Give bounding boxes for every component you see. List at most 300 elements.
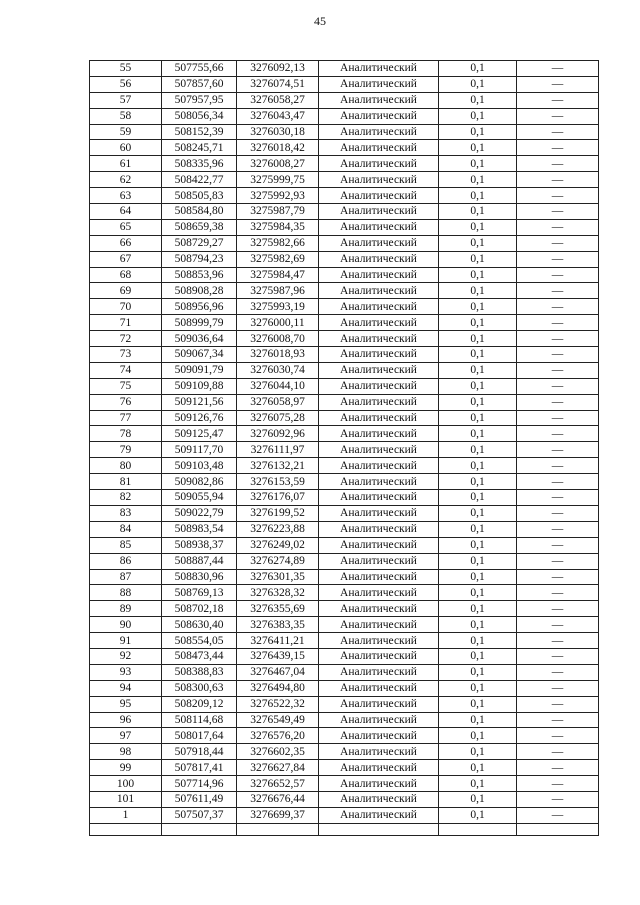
- accuracy-cell: 0,1: [439, 442, 517, 458]
- page-number: 45: [314, 14, 326, 28]
- y-coordinate-cell: 3276576,20: [237, 728, 319, 744]
- point-number-cell: 77: [90, 410, 162, 426]
- point-number-cell: 90: [90, 617, 162, 633]
- method-cell: Аналитический: [319, 553, 439, 569]
- method-cell: Аналитический: [319, 490, 439, 506]
- table-row: [90, 235, 599, 251]
- note-cell: —: [517, 680, 599, 696]
- accuracy-cell: 0,1: [439, 553, 517, 569]
- x-coordinate-cell: 508114,68: [162, 712, 237, 728]
- accuracy-cell: 0,1: [439, 188, 517, 204]
- note-cell: —: [517, 426, 599, 442]
- accuracy-cell: 0,1: [439, 776, 517, 792]
- y-coordinate-cell: 3276249,02: [237, 537, 319, 553]
- x-coordinate-cell: 508702,18: [162, 601, 237, 617]
- y-coordinate-cell: 3276602,35: [237, 744, 319, 760]
- table-row: [90, 394, 599, 410]
- y-coordinate-cell: 3276301,35: [237, 569, 319, 585]
- table-row: [90, 585, 599, 601]
- accuracy-cell: 0,1: [439, 347, 517, 363]
- table-row: [90, 760, 599, 776]
- note-cell: —: [517, 61, 599, 77]
- y-coordinate-cell: 3276044,10: [237, 378, 319, 394]
- method-cell: Аналитический: [319, 521, 439, 537]
- table-row: [90, 537, 599, 553]
- method-cell: Аналитический: [319, 569, 439, 585]
- accuracy-cell: 0,1: [439, 172, 517, 188]
- point-number-cell: 79: [90, 442, 162, 458]
- accuracy-cell: 0,1: [439, 299, 517, 315]
- table-row: [90, 712, 599, 728]
- note-cell: —: [517, 490, 599, 506]
- table-row: [90, 696, 599, 712]
- point-number-cell: 91: [90, 633, 162, 649]
- accuracy-cell: 0,1: [439, 410, 517, 426]
- table-row: [90, 569, 599, 585]
- table-row: [90, 267, 599, 283]
- note-cell: —: [517, 140, 599, 156]
- accuracy-cell: 0,1: [439, 696, 517, 712]
- x-coordinate-cell: 508388,83: [162, 664, 237, 680]
- y-coordinate-cell: 3276018,93: [237, 347, 319, 363]
- empty-table-row: [90, 823, 599, 835]
- note-cell: —: [517, 124, 599, 140]
- y-coordinate-cell: 3276383,35: [237, 617, 319, 633]
- point-number-cell: 71: [90, 315, 162, 331]
- method-cell: Аналитический: [319, 331, 439, 347]
- x-coordinate-cell: 509022,79: [162, 505, 237, 521]
- method-cell: Аналитический: [319, 633, 439, 649]
- table-row: [90, 474, 599, 490]
- y-coordinate-cell: 3276092,13: [237, 61, 319, 77]
- note-cell: —: [517, 776, 599, 792]
- method-cell: Аналитический: [319, 108, 439, 124]
- x-coordinate-cell: 508999,79: [162, 315, 237, 331]
- point-number-cell: 66: [90, 235, 162, 251]
- accuracy-cell: 0,1: [439, 474, 517, 490]
- x-coordinate-cell: 508769,13: [162, 585, 237, 601]
- x-coordinate-cell: 507857,60: [162, 76, 237, 92]
- note-cell: —: [517, 267, 599, 283]
- accuracy-cell: 0,1: [439, 394, 517, 410]
- note-cell: —: [517, 76, 599, 92]
- accuracy-cell: 0,1: [439, 331, 517, 347]
- method-cell: Аналитический: [319, 251, 439, 267]
- accuracy-cell: 0,1: [439, 156, 517, 172]
- note-cell: —: [517, 378, 599, 394]
- y-coordinate-cell: 3276549,49: [237, 712, 319, 728]
- note-cell: —: [517, 648, 599, 664]
- table-row: [90, 204, 599, 220]
- accuracy-cell: 0,1: [439, 585, 517, 601]
- y-coordinate-cell: 3276058,27: [237, 92, 319, 108]
- accuracy-cell: 0,1: [439, 712, 517, 728]
- x-coordinate-cell: 508584,80: [162, 204, 237, 220]
- point-number-cell: 81: [90, 474, 162, 490]
- point-number-cell: 64: [90, 204, 162, 220]
- y-coordinate-cell: 3276699,37: [237, 807, 319, 823]
- note-cell: —: [517, 760, 599, 776]
- method-cell: Аналитический: [319, 760, 439, 776]
- method-cell: Аналитический: [319, 537, 439, 553]
- y-coordinate-cell: 3276074,51: [237, 76, 319, 92]
- y-coordinate-cell: 3276522,32: [237, 696, 319, 712]
- method-cell: Аналитический: [319, 458, 439, 474]
- y-coordinate-cell: 3276132,21: [237, 458, 319, 474]
- method-cell: Аналитический: [319, 410, 439, 426]
- note-cell: —: [517, 172, 599, 188]
- note-cell: —: [517, 601, 599, 617]
- accuracy-cell: 0,1: [439, 124, 517, 140]
- note-cell: —: [517, 458, 599, 474]
- y-coordinate-cell: 3276043,47: [237, 108, 319, 124]
- x-coordinate-cell: 509036,64: [162, 331, 237, 347]
- method-cell: Аналитический: [319, 219, 439, 235]
- accuracy-cell: 0,1: [439, 235, 517, 251]
- table-row: [90, 378, 599, 394]
- y-coordinate-cell: 3276058,97: [237, 394, 319, 410]
- y-coordinate-cell: 3276676,44: [237, 791, 319, 807]
- x-coordinate-cell: 508554,05: [162, 633, 237, 649]
- table-row: [90, 664, 599, 680]
- method-cell: Аналитический: [319, 235, 439, 251]
- note-cell: —: [517, 569, 599, 585]
- x-coordinate-cell: 507755,66: [162, 61, 237, 77]
- accuracy-cell: 0,1: [439, 61, 517, 77]
- method-cell: Аналитический: [319, 188, 439, 204]
- accuracy-cell: 0,1: [439, 760, 517, 776]
- point-number-cell: 75: [90, 378, 162, 394]
- table-row: [90, 776, 599, 792]
- table-row: [90, 521, 599, 537]
- method-cell: Аналитический: [319, 617, 439, 633]
- point-number-cell: 100: [90, 776, 162, 792]
- note-cell: —: [517, 394, 599, 410]
- table-row: [90, 807, 599, 823]
- method-cell: Аналитический: [319, 172, 439, 188]
- note-cell: —: [517, 521, 599, 537]
- x-coordinate-cell: 508853,96: [162, 267, 237, 283]
- method-cell: Аналитический: [319, 267, 439, 283]
- table-row: [90, 219, 599, 235]
- y-coordinate-cell: 3276111,97: [237, 442, 319, 458]
- y-coordinate-cell: 3276652,57: [237, 776, 319, 792]
- table-row: [90, 172, 599, 188]
- note-cell: —: [517, 299, 599, 315]
- x-coordinate-cell: 509091,79: [162, 362, 237, 378]
- x-coordinate-cell: 508630,40: [162, 617, 237, 633]
- note-cell: —: [517, 712, 599, 728]
- table-row: [90, 251, 599, 267]
- point-number-cell: 94: [90, 680, 162, 696]
- note-cell: —: [517, 188, 599, 204]
- accuracy-cell: 0,1: [439, 108, 517, 124]
- table-row: [90, 331, 599, 347]
- method-cell: Аналитический: [319, 601, 439, 617]
- point-number-cell: 96: [90, 712, 162, 728]
- point-number-cell: 85: [90, 537, 162, 553]
- method-cell: Аналитический: [319, 744, 439, 760]
- table-row: [90, 124, 599, 140]
- method-cell: Аналитический: [319, 76, 439, 92]
- table-row: [90, 188, 599, 204]
- empty-cell: [319, 823, 439, 835]
- note-cell: —: [517, 585, 599, 601]
- table-row: [90, 744, 599, 760]
- coordinates-table: [89, 60, 599, 836]
- y-coordinate-cell: 3276030,74: [237, 362, 319, 378]
- accuracy-cell: 0,1: [439, 648, 517, 664]
- x-coordinate-cell: 509121,56: [162, 394, 237, 410]
- note-cell: —: [517, 410, 599, 426]
- accuracy-cell: 0,1: [439, 521, 517, 537]
- x-coordinate-cell: 508908,28: [162, 283, 237, 299]
- note-cell: —: [517, 696, 599, 712]
- point-number-cell: 95: [90, 696, 162, 712]
- accuracy-cell: 0,1: [439, 505, 517, 521]
- accuracy-cell: 0,1: [439, 569, 517, 585]
- y-coordinate-cell: 3276439,15: [237, 648, 319, 664]
- point-number-cell: 101: [90, 791, 162, 807]
- method-cell: Аналитический: [319, 283, 439, 299]
- note-cell: —: [517, 362, 599, 378]
- table-row: [90, 458, 599, 474]
- method-cell: Аналитический: [319, 140, 439, 156]
- accuracy-cell: 0,1: [439, 362, 517, 378]
- empty-cell: [439, 823, 517, 835]
- x-coordinate-cell: 508983,54: [162, 521, 237, 537]
- accuracy-cell: 0,1: [439, 537, 517, 553]
- y-coordinate-cell: 3276494,80: [237, 680, 319, 696]
- x-coordinate-cell: 508245,71: [162, 140, 237, 156]
- x-coordinate-cell: 509125,47: [162, 426, 237, 442]
- method-cell: Аналитический: [319, 712, 439, 728]
- table-row: [90, 791, 599, 807]
- accuracy-cell: 0,1: [439, 315, 517, 331]
- x-coordinate-cell: 508017,64: [162, 728, 237, 744]
- table-row: [90, 61, 599, 77]
- y-coordinate-cell: 3276153,59: [237, 474, 319, 490]
- table-row: [90, 283, 599, 299]
- y-coordinate-cell: 3276274,89: [237, 553, 319, 569]
- x-coordinate-cell: 508794,23: [162, 251, 237, 267]
- point-number-cell: 55: [90, 61, 162, 77]
- table-row: [90, 648, 599, 664]
- point-number-cell: 62: [90, 172, 162, 188]
- method-cell: Аналитический: [319, 204, 439, 220]
- note-cell: —: [517, 791, 599, 807]
- y-coordinate-cell: 3275992,93: [237, 188, 319, 204]
- y-coordinate-cell: 3276018,42: [237, 140, 319, 156]
- x-coordinate-cell: 508729,27: [162, 235, 237, 251]
- y-coordinate-cell: 3276008,27: [237, 156, 319, 172]
- x-coordinate-cell: 507918,44: [162, 744, 237, 760]
- point-number-cell: 67: [90, 251, 162, 267]
- method-cell: Аналитический: [319, 791, 439, 807]
- x-coordinate-cell: 508300,63: [162, 680, 237, 696]
- y-coordinate-cell: 3276199,52: [237, 505, 319, 521]
- note-cell: —: [517, 92, 599, 108]
- y-coordinate-cell: 3275999,75: [237, 172, 319, 188]
- x-coordinate-cell: 508830,96: [162, 569, 237, 585]
- accuracy-cell: 0,1: [439, 283, 517, 299]
- x-coordinate-cell: 508505,83: [162, 188, 237, 204]
- note-cell: —: [517, 156, 599, 172]
- method-cell: Аналитический: [319, 92, 439, 108]
- x-coordinate-cell: 507817,41: [162, 760, 237, 776]
- y-coordinate-cell: 3276000,11: [237, 315, 319, 331]
- point-number-cell: 78: [90, 426, 162, 442]
- note-cell: —: [517, 633, 599, 649]
- x-coordinate-cell: 509126,76: [162, 410, 237, 426]
- method-cell: Аналитический: [319, 474, 439, 490]
- x-coordinate-cell: 508422,77: [162, 172, 237, 188]
- note-cell: —: [517, 347, 599, 363]
- x-coordinate-cell: 508056,34: [162, 108, 237, 124]
- method-cell: Аналитический: [319, 664, 439, 680]
- point-number-cell: 92: [90, 648, 162, 664]
- table-row: [90, 617, 599, 633]
- empty-cell: [237, 823, 319, 835]
- y-coordinate-cell: 3276328,32: [237, 585, 319, 601]
- point-number-cell: 58: [90, 108, 162, 124]
- note-cell: —: [517, 235, 599, 251]
- table-row: [90, 426, 599, 442]
- point-number-cell: 84: [90, 521, 162, 537]
- y-coordinate-cell: 3275982,69: [237, 251, 319, 267]
- table-row: [90, 601, 599, 617]
- accuracy-cell: 0,1: [439, 378, 517, 394]
- point-number-cell: 63: [90, 188, 162, 204]
- x-coordinate-cell: 509117,70: [162, 442, 237, 458]
- method-cell: Аналитический: [319, 299, 439, 315]
- point-number-cell: 89: [90, 601, 162, 617]
- y-coordinate-cell: 3276176,07: [237, 490, 319, 506]
- method-cell: Аналитический: [319, 776, 439, 792]
- point-number-cell: 65: [90, 219, 162, 235]
- note-cell: —: [517, 744, 599, 760]
- point-number-cell: 1: [90, 807, 162, 823]
- x-coordinate-cell: 508938,37: [162, 537, 237, 553]
- method-cell: Аналитический: [319, 61, 439, 77]
- point-number-cell: 83: [90, 505, 162, 521]
- method-cell: Аналитический: [319, 680, 439, 696]
- method-cell: Аналитический: [319, 378, 439, 394]
- y-coordinate-cell: 3276092,96: [237, 426, 319, 442]
- table-row: [90, 315, 599, 331]
- x-coordinate-cell: 508887,44: [162, 553, 237, 569]
- x-coordinate-cell: 508209,12: [162, 696, 237, 712]
- point-number-cell: 68: [90, 267, 162, 283]
- table-row: [90, 362, 599, 378]
- point-number-cell: 74: [90, 362, 162, 378]
- accuracy-cell: 0,1: [439, 807, 517, 823]
- point-number-cell: 76: [90, 394, 162, 410]
- accuracy-cell: 0,1: [439, 664, 517, 680]
- point-number-cell: 80: [90, 458, 162, 474]
- table-row: [90, 680, 599, 696]
- accuracy-cell: 0,1: [439, 140, 517, 156]
- note-cell: —: [517, 442, 599, 458]
- point-number-cell: 56: [90, 76, 162, 92]
- note-cell: —: [517, 728, 599, 744]
- x-coordinate-cell: 509067,34: [162, 347, 237, 363]
- y-coordinate-cell: 3276075,28: [237, 410, 319, 426]
- y-coordinate-cell: 3275987,79: [237, 204, 319, 220]
- x-coordinate-cell: 507714,96: [162, 776, 237, 792]
- coordinates-table-body: [90, 61, 599, 836]
- note-cell: —: [517, 283, 599, 299]
- accuracy-cell: 0,1: [439, 92, 517, 108]
- method-cell: Аналитический: [319, 442, 439, 458]
- note-cell: —: [517, 331, 599, 347]
- table-row: [90, 156, 599, 172]
- note-cell: —: [517, 664, 599, 680]
- x-coordinate-cell: 509055,94: [162, 490, 237, 506]
- x-coordinate-cell: 508473,44: [162, 648, 237, 664]
- note-cell: —: [517, 204, 599, 220]
- note-cell: —: [517, 505, 599, 521]
- method-cell: Аналитический: [319, 426, 439, 442]
- x-coordinate-cell: 509082,86: [162, 474, 237, 490]
- accuracy-cell: 0,1: [439, 601, 517, 617]
- point-number-cell: 72: [90, 331, 162, 347]
- y-coordinate-cell: 3276467,04: [237, 664, 319, 680]
- y-coordinate-cell: 3275982,66: [237, 235, 319, 251]
- method-cell: Аналитический: [319, 156, 439, 172]
- y-coordinate-cell: 3276008,70: [237, 331, 319, 347]
- point-number-cell: 98: [90, 744, 162, 760]
- note-cell: —: [517, 251, 599, 267]
- empty-cell: [517, 823, 599, 835]
- accuracy-cell: 0,1: [439, 617, 517, 633]
- point-number-cell: 86: [90, 553, 162, 569]
- method-cell: Аналитический: [319, 505, 439, 521]
- x-coordinate-cell: 507507,37: [162, 807, 237, 823]
- y-coordinate-cell: 3276030,18: [237, 124, 319, 140]
- x-coordinate-cell: 509103,48: [162, 458, 237, 474]
- x-coordinate-cell: 507957,95: [162, 92, 237, 108]
- table-row: [90, 505, 599, 521]
- accuracy-cell: 0,1: [439, 267, 517, 283]
- point-number-cell: 88: [90, 585, 162, 601]
- point-number-cell: 73: [90, 347, 162, 363]
- point-number-cell: 93: [90, 664, 162, 680]
- empty-cell: [162, 823, 237, 835]
- x-coordinate-cell: 508659,38: [162, 219, 237, 235]
- accuracy-cell: 0,1: [439, 680, 517, 696]
- table-row: [90, 108, 599, 124]
- accuracy-cell: 0,1: [439, 76, 517, 92]
- y-coordinate-cell: 3275987,96: [237, 283, 319, 299]
- table-row: [90, 410, 599, 426]
- accuracy-cell: 0,1: [439, 744, 517, 760]
- x-coordinate-cell: 508335,96: [162, 156, 237, 172]
- y-coordinate-cell: 3276223,88: [237, 521, 319, 537]
- x-coordinate-cell: 507611,49: [162, 791, 237, 807]
- point-number-cell: 87: [90, 569, 162, 585]
- method-cell: Аналитический: [319, 124, 439, 140]
- point-number-cell: 97: [90, 728, 162, 744]
- empty-cell: [90, 823, 162, 835]
- point-number-cell: 82: [90, 490, 162, 506]
- table-row: [90, 633, 599, 649]
- accuracy-cell: 0,1: [439, 426, 517, 442]
- table-row: [90, 728, 599, 744]
- point-number-cell: 57: [90, 92, 162, 108]
- point-number-cell: 70: [90, 299, 162, 315]
- accuracy-cell: 0,1: [439, 458, 517, 474]
